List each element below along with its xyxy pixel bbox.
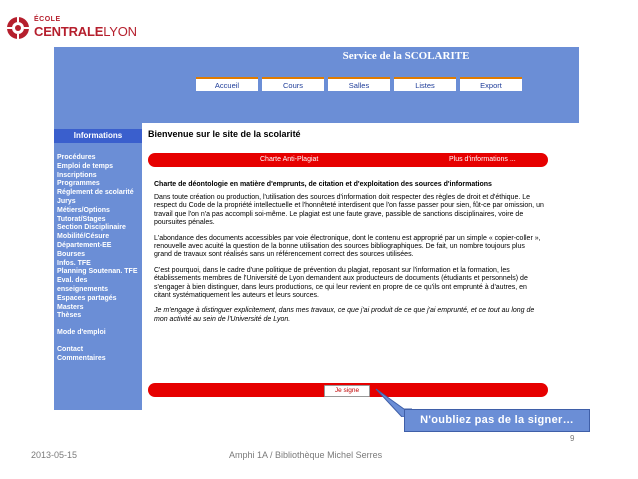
ecole-centrale-lyon-logo (6, 12, 156, 42)
logo-centrale-text: CENTRALE (34, 24, 104, 39)
sidebar-item-bourses[interactable]: Bourses (57, 250, 86, 258)
sidebar-item-tutorat-stages[interactable]: Tutorat/Stages (57, 215, 106, 223)
logo-lyon-text: LYON (103, 24, 137, 39)
tab-accueil[interactable]: Accueil (196, 77, 258, 91)
sidebar-item-mobilite-cesure[interactable]: Mobilité/Césure (57, 233, 110, 241)
sidebar-item-procedures[interactable]: Procédures (57, 154, 96, 161)
sign-bar (148, 383, 548, 397)
logo-name-text (34, 24, 137, 39)
charte-text-block (154, 181, 544, 331)
sidebar-item-infos-tfe[interactable]: Infos. TFE (57, 259, 91, 267)
sidebar-item-inscriptions[interactable]: Inscriptions (57, 171, 97, 179)
charte-paragraph-1: Dans toute création ou production, l'utilisation des sources d'information doit respecter des règles de droit et d'éthique. Le respect du Code de la propriété intellectuelle et l'honnêteté interdisent que l'on fasse passer pour sien, fût-ce par omission, un travail que l'on n'a pas accompli soi-même. Le plagiat est une faute grave, passible de sanctions disciplinaires, voire de poursuites pénales. (154, 194, 544, 227)
charte-title: Charte de déontologie en matière d'emprunts, de citation et d'exploitation des sources d'informations (154, 181, 492, 188)
banner-title: Service de la SCOLARITE (342, 50, 470, 62)
charte-paragraph-2: L'abondance des documents accessibles par voie électronique, dont le contenu est approprié par un simple « copier-coller », renouvelle avec acuité la question de la bonne utilisation des sources bibliographiques. De fait, un nombre toujours plus grand de travaux sont réalisés sans un référencement correct des sources utilisées. (154, 234, 541, 259)
sidebar-item-metiers-options[interactable]: Métiers/Options (57, 206, 110, 214)
charte-header-bar (148, 153, 548, 167)
sidebar-item-espaces-partages[interactable]: Espaces partagés (57, 294, 117, 302)
logo-emblem-icon (6, 16, 30, 40)
site-banner (54, 47, 579, 123)
engagement-paragraph: Je m'engage à distinguer explicitement, dans mes travaux, ce que j'ai produit de ce que j'ai emprunté, et ce tout au long de mon activité au sein de l'Université de Lyon. (154, 307, 535, 323)
sidebar-item-theses[interactable]: Thèses (57, 312, 82, 320)
tab-export[interactable]: Export (460, 77, 522, 91)
charte-anti-plagiat-link[interactable]: Charte Anti-Plagiat (260, 156, 319, 163)
footer-date: 2013-05-15 (31, 450, 78, 460)
sidebar-heading: Informations (54, 129, 142, 143)
tab-listes[interactable]: Listes (394, 77, 456, 91)
sidebar-item-mode-emploi[interactable]: Mode d'emploi (57, 329, 106, 337)
main-content (142, 123, 579, 410)
scolarite-website-screenshot (54, 47, 579, 410)
sign-reminder-callout: N'oubliez pas de la signer… (404, 409, 590, 432)
sidebar-item-section-disciplinaire[interactable]: Section Disciplinaire (57, 224, 126, 232)
page-number: 9 (570, 434, 575, 443)
sidebar-item-reglement[interactable]: Réglement de scolarité (57, 189, 134, 197)
tab-salles[interactable]: Salles (328, 77, 390, 91)
sidebar-item-departement-ee[interactable]: Département-EE (57, 241, 112, 249)
tab-cours[interactable]: Cours (262, 77, 324, 91)
sidebar-item-contact[interactable]: Contact (57, 345, 84, 353)
page-title: Bienvenue sur le site de la scolarité (148, 129, 301, 139)
footer-title: Amphi 1A / Bibliothèque Michel Serres (229, 450, 383, 460)
sidebar-item-jurys[interactable]: Jurys (57, 197, 76, 205)
plus-informations-link[interactable]: Plus d'informations ... (449, 156, 516, 163)
sidebar-item-masters[interactable]: Masters (57, 303, 84, 311)
sidebar (54, 123, 142, 410)
charte-paragraph-3: C'est pourquoi, dans le cadre d'une politique de prévention du plagiat, reposant sur l'information et la formation, les établissements membres de l'Université de Lyon demandent aux producteurs de documents (étudiants et personnels) de s'engager à bien distinguer, dans leurs productions, ce qui leur revient en propre de ce qu'ils ont emprunté à d'autres, en citant systématiquement les auteurs et leurs sources. (154, 266, 528, 300)
sidebar-item-planning-tfe[interactable]: Planning Soutenan. TFE (57, 268, 138, 276)
logo-ecole-text: ÉCOLE (34, 16, 61, 23)
sidebar-item-commentaires[interactable]: Commentaires (57, 354, 106, 362)
sidebar-menu (54, 154, 142, 364)
sidebar-item-enseignements[interactable]: enseignements (57, 285, 108, 293)
sidebar-item-programmes[interactable]: Programmes (57, 180, 100, 188)
sidebar-item-emploi-de-temps[interactable]: Emploi de temps (57, 162, 114, 170)
sidebar-item-eval-des[interactable]: Eval. des (57, 277, 88, 285)
je-signe-button[interactable]: Je signe (324, 385, 370, 397)
